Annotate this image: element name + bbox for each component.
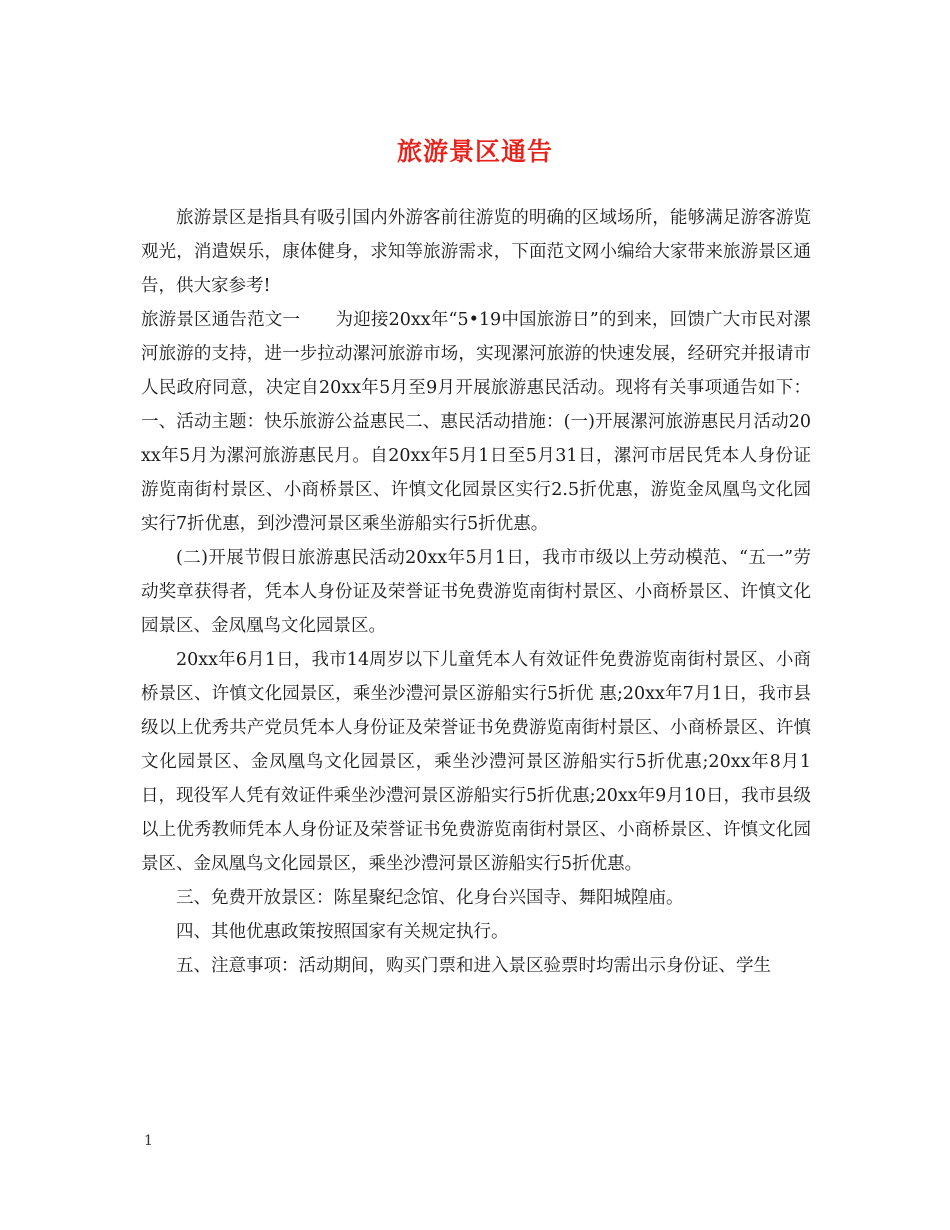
paragraph-notice-sample: 旅游景区通告范文一 为迎接20xx年“5•19中国旅游日”的到来，回馈广大市民对漯河旅游的支持，进一步拉动漯河旅游市场，实现漯河旅游的快速发展，经研究并报请市人民政府同意，决定自20xx年5月至9月开展旅游惠民活动。现将有关事项通告如下：一、活动主题：快乐旅游公益惠民二、惠民活动措施：(一)开展漯河旅游惠民月活动20xx年5月为漯河旅游惠民月。自20xx年5月1日至5月31日，漯河市居民凭本人身份证游览南街村景区、小商桥景区、许慎文化园景区实行2.5折优惠，游览金凤凰鸟文化园实行7折优惠，到沙澧河景区乘坐游船实行5折优惠。 bbox=[141, 310, 811, 534]
page-number: 1 bbox=[144, 1133, 153, 1149]
paragraph-free-sites: 三、免费开放景区：陈星聚纪念馆、化身台兴国寺、舞阳城隍庙。 bbox=[176, 888, 684, 908]
paragraph-notes: 五、注意事项：活动期间，购买门票和进入景区验票时均需出示身份证、学生 bbox=[176, 956, 771, 976]
paragraph-special-days: 20xx年6月1日，我市14周岁以下儿童凭本人有效证件免费游览南街村景区、小商桥景区、许慎文化园景区，乘坐沙澧河景区游船实行5折优 惠;20xx年7月1日，我市县级以上优秀共产党员凭本人身份证及荣誉证书免费游览南街村景区、小商桥景区、许慎文化园景区、金凤凰鸟文化园景区，乘坐沙澧河景区游船实行5折优惠;20xx年8月1日，现役军人凭有效证件乘坐沙澧河景区游船实行5折优惠;20xx年9月10日，我市县级以上优秀教师凭本人身份证及荣誉证书免费游览南街村景区、小商桥景区、许慎文化园景区、金凤凰鸟文化园景区，乘坐沙澧河景区游船实行5折优惠。 bbox=[141, 650, 811, 874]
document-title: 旅游景区通告 bbox=[396, 137, 553, 166]
paragraph-intro: 旅游景区是指具有吸引国内外游客前往游览的明确的区域场所，能够满足游客游览观光，消遣娱乐，康体健身，求知等旅游需求，下面范文网小编给大家带来旅游景区通告，供大家参考! bbox=[141, 208, 811, 296]
paragraph-holiday-activity: (二)开展节假日旅游惠民活动20xx年5月1日，我市市级以上劳动模范、“五一”劳动奖章获得者，凭本人身份证及荣誉证书免费游览南街村景区、小商桥景区、许慎文化园景区、金凤凰鸟文化园景区。 bbox=[141, 548, 811, 636]
document-body bbox=[141, 201, 811, 983]
paragraph-other-policies: 四、其他优惠政策按照国家有关规定执行。 bbox=[176, 922, 509, 942]
